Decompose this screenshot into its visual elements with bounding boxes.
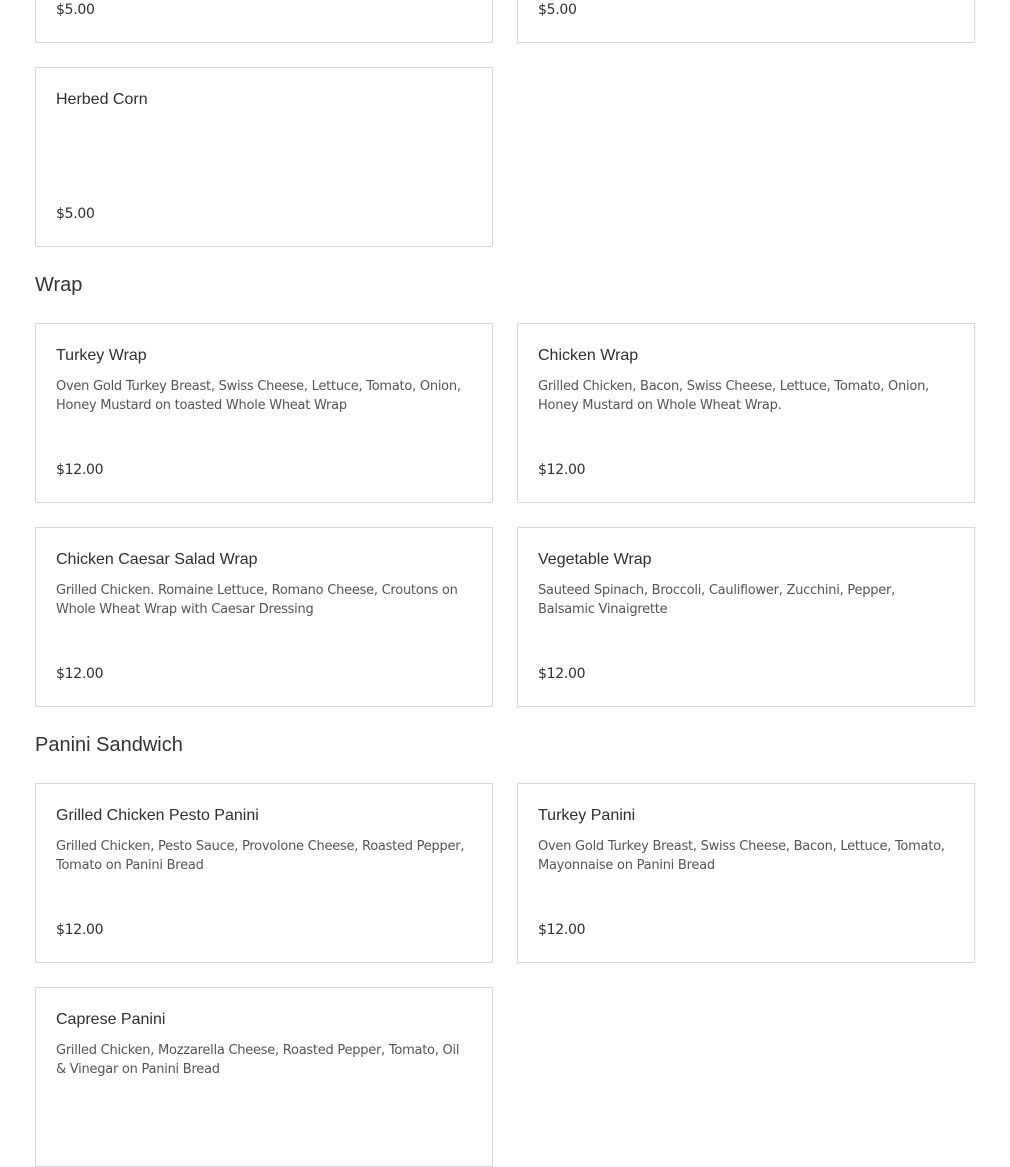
item-title: Chicken Wrap [538,347,639,364]
menu-item-card-herbed-corn[interactable] [35,67,493,247]
menu-item-card-vegetable-wrap[interactable] [517,527,975,707]
item-description: Oven Gold Turkey Breast, Swiss Cheese, Lettuce, Tomato, Onion, Honey Mustard on toasted Whole Wheat Wrap [56,379,461,413]
menu-item-card[interactable] [35,0,493,43]
item-title: Vegetable Wrap [538,551,652,568]
item-price: $12.00 [56,922,104,938]
item-price: $5.00 [538,2,577,18]
item-description: Grilled Chicken. Romaine Lettuce, Romano Cheese, Croutons on Whole Wheat Wrap with Caesar Dressing [56,583,458,617]
menu-item-card-chicken-caesar-salad-wrap[interactable] [35,527,493,707]
item-price: $5.00 [56,206,95,222]
item-price: $12.00 [538,462,586,478]
item-title: Turkey Wrap [56,347,147,364]
menu-item-card-turkey-wrap[interactable] [35,323,493,503]
item-title: Caprese Panini [56,1011,166,1028]
item-description: Grilled Chicken, Mozzarella Cheese, Roasted Pepper, Tomato, Oil & Vinegar on Panini Bread [56,1043,460,1077]
item-price: $5.00 [56,2,95,18]
item-title: Turkey Panini [538,807,636,824]
item-price: $12.00 [56,462,104,478]
item-description: Grilled Chicken, Bacon, Swiss Cheese, Lettuce, Tomato, Onion, Honey Mustard on Whole Wheat Wrap. [538,379,929,413]
item-price: $12.00 [56,666,104,682]
item-title: Grilled Chicken Pesto Panini [56,807,259,824]
item-title: Herbed Corn [56,91,148,108]
menu-item-card-chicken-wrap[interactable] [517,323,975,503]
item-description: Oven Gold Turkey Breast, Swiss Cheese, Bacon, Lettuce, Tomato, Mayonnaise on Panini Bread [538,839,945,873]
item-description: Grilled Chicken, Pesto Sauce, Provolone Cheese, Roasted Pepper, Tomato on Panini Bread [56,839,465,873]
menu-item-card[interactable] [517,0,975,43]
menu-item-card-grilled-chicken-pesto-panini[interactable] [35,783,493,963]
menu-item-card-turkey-panini[interactable] [517,783,975,963]
item-title: Chicken Caesar Salad Wrap [56,551,258,568]
item-price: $12.00 [538,666,586,682]
section-title-wrap: Wrap [35,274,83,296]
item-description: Sauteed Spinach, Broccoli, Cauliflower, Zucchini, Pepper, Balsamic Vinaigrette [538,583,895,617]
item-price: $12.00 [538,922,586,938]
menu-item-card-caprese-panini[interactable] [35,987,493,1167]
section-title-panini-sandwich: Panini Sandwich [35,734,183,756]
